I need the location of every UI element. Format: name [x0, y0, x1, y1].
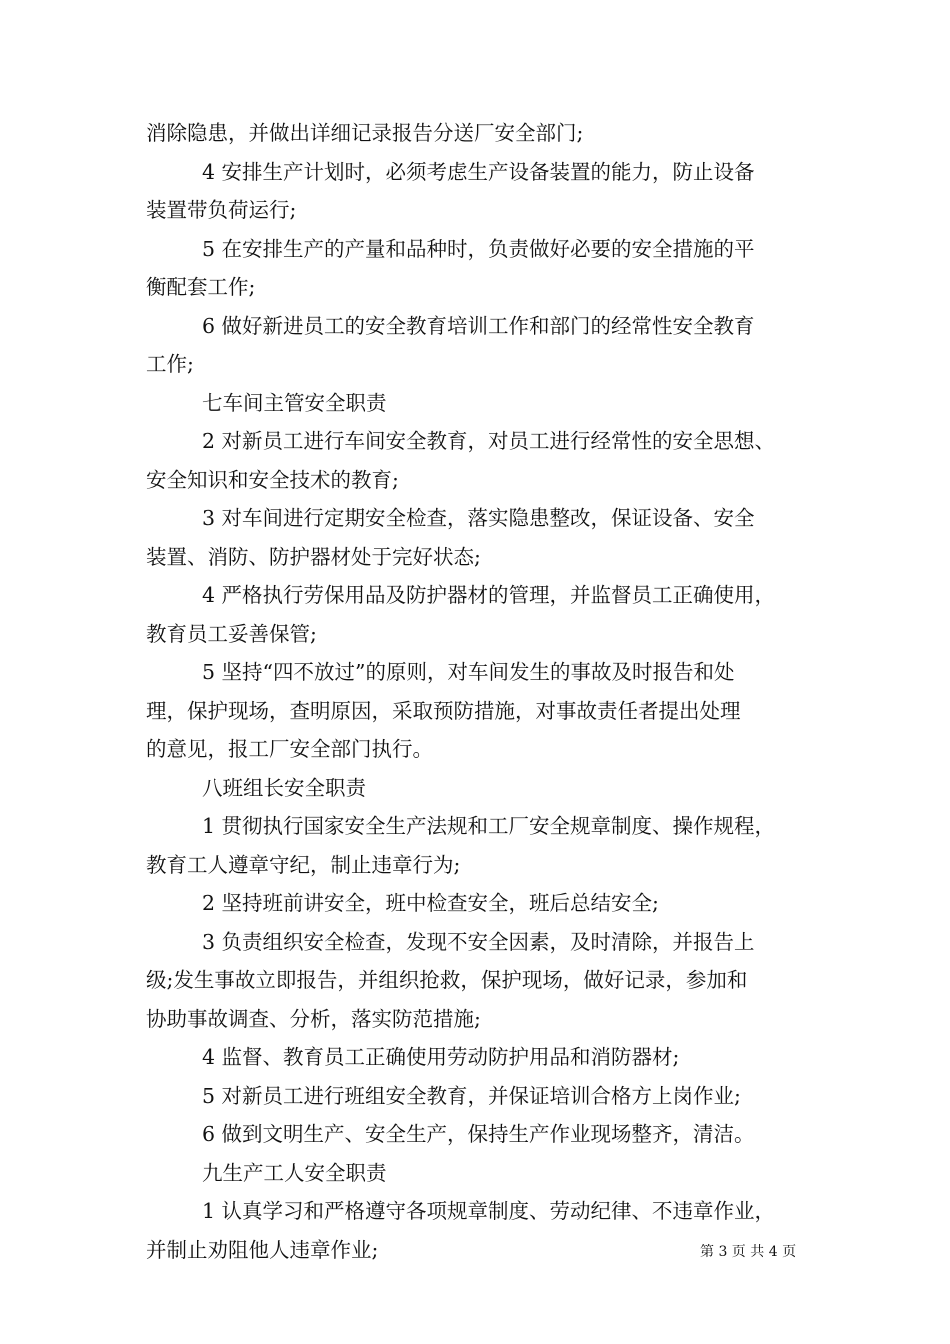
text-line: 2 对新员工进行车间安全教育，对员工进行经常性的安全思想、 [202, 429, 776, 453]
text-line: 衡配套工作; [146, 275, 256, 299]
text-line: 3 对车间进行定期安全检查，落实隐患整改，保证设备、安全 [202, 506, 755, 530]
text-line: 3 负责组织安全检查，发现不安全因素，及时清除，并报告上 [202, 929, 755, 954]
text-line: 消除隐患，并做出详细记录报告分送厂安全部门; [146, 121, 584, 145]
text-line: 安全知识和安全技术的教育; [146, 467, 399, 492]
text-line: 5 在安排生产的产量和品种时，负责做好必要的安全措施的平 [202, 236, 755, 261]
document-body [146, 114, 816, 1269]
text-line: 装置、消防、防护器材处于完好状态; [146, 544, 481, 569]
text-line: 4 严格执行劳保用品及防护器材的管理，并监督员工正确使用， [202, 583, 776, 607]
text-line: 4 安排生产计划时，必须考虑生产设备装置的能力，防止设备 [202, 159, 755, 184]
text-line: 九生产工人安全职责 [202, 1160, 387, 1185]
text-line: 并制止劝阻他人违章作业; [146, 1237, 379, 1262]
text-line: 1 认真学习和严格遵守各项规章制度、劳动纪律、不违章作业， [202, 1199, 776, 1223]
text-line: 5 对新员工进行班组安全教育，并保证培训合格方上岗作业; [202, 1083, 741, 1108]
text-line: 6 做到文明生产、安全生产，保持生产作业现场整齐，清洁。 [202, 1122, 755, 1146]
text-line: 6 做好新进员工的安全教育培训工作和部门的经常性安全教育 [202, 313, 755, 338]
text-line: 七车间主管安全职责 [202, 390, 387, 415]
text-line: 理，保护现场，查明原因，采取预防措施，对事故责任者提出处理 [146, 698, 741, 723]
text-line: 协助事故调查、分析，落实防范措施; [146, 1006, 481, 1031]
text-line: 八班组长安全职责 [202, 775, 366, 800]
text-line: 级;发生事故立即报告，并组织抢救，保护现场，做好记录，参加和 [146, 968, 748, 992]
text-line: 的意见，报工厂安全部门执行。 [146, 737, 433, 761]
text-line: 5 坚持“四不放过”的原则，对车间发生的事故及时报告和处 [202, 660, 735, 684]
page-number-footer: 第 3 页 共 4 页 [700, 1244, 797, 1260]
text-line: 教育员工妥善保管; [146, 621, 317, 646]
text-line: 教育工人遵章守纪，制止违章行为; [146, 852, 461, 877]
text-line: 装置带负荷运行; [146, 198, 297, 222]
text-line: 工作; [146, 352, 194, 376]
text-line: 2 坚持班前讲安全，班中检查安全，班后总结安全; [202, 891, 659, 915]
text-line: 1 贯彻执行国家安全生产法规和工厂安全规章制度、操作规程， [202, 814, 776, 838]
text-line: 4 监督、教育员工正确使用劳动防护用品和消防器材; [202, 1045, 680, 1069]
